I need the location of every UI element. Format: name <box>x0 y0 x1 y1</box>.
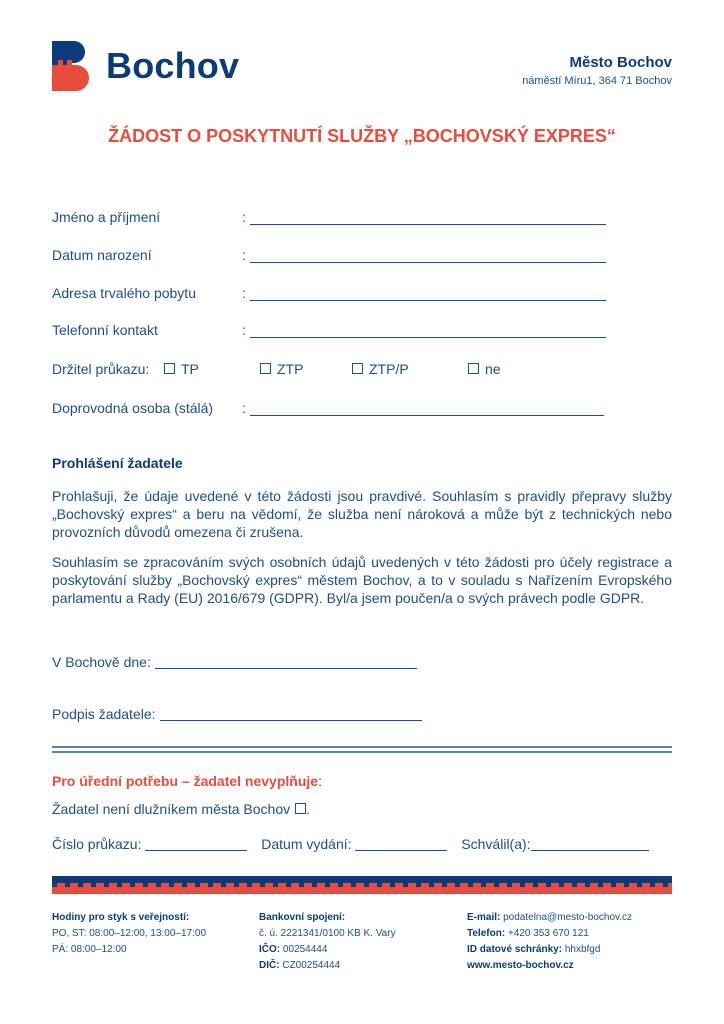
phone-input-line[interactable] <box>250 337 606 338</box>
card-number-label: Číslo průkazu: <box>52 836 142 852</box>
signature-field[interactable] <box>52 706 422 722</box>
date-input-line[interactable] <box>155 668 417 669</box>
card-holder-label: Držitel průkazu: <box>52 361 150 377</box>
birth-date-input-line[interactable] <box>250 262 606 263</box>
field-label: Telefonní kontakt <box>52 322 158 338</box>
issue-date-input-line[interactable] <box>355 850 447 851</box>
website-link[interactable]: www.mesto-bochov.cz <box>467 960 574 971</box>
card-number-input-line[interactable] <box>145 850 247 851</box>
companion-input-line[interactable] <box>250 415 604 416</box>
footer-bank: Bankovní spojení: č. ú. 2221341/0100 KB K. Vary IČO: 00254444 DIČ: CZ00254444 <box>259 912 396 971</box>
phone-number: +420 353 670 121 <box>507 928 589 939</box>
checkbox-ztp[interactable]: ZTP <box>260 361 303 377</box>
address-input-line[interactable] <box>250 300 606 301</box>
issue-date-label: Datum vydání: <box>261 836 352 852</box>
field-label: Adresa trvalého pobytu <box>52 285 196 301</box>
field-label: Doprovodná osoba (stálá) <box>52 400 214 416</box>
signature-input-line[interactable] <box>160 720 422 721</box>
approved-input-line[interactable] <box>531 850 649 851</box>
checkbox-ne[interactable]: ne <box>468 361 501 377</box>
field-label: Datum narození <box>52 247 152 263</box>
date-field[interactable] <box>52 654 417 670</box>
checkbox-ztp-p[interactable]: ZTP/P <box>352 361 409 377</box>
full-name-input-line[interactable] <box>250 224 606 225</box>
declaration-heading: Prohlášení žadatele <box>52 455 183 471</box>
approved-label: Schválil(a): <box>461 836 531 852</box>
date-label: V Bochově dne: <box>52 654 151 670</box>
card-holder-row <box>52 361 672 379</box>
signature-label: Podpis žadatele: <box>52 706 156 722</box>
bochov-logo-icon <box>52 41 92 91</box>
debtor-checkbox-icon[interactable] <box>295 803 306 814</box>
footer-contact: E-mail: podatelna@mesto-bochov.cz Telefon: +420 353 670 121 ID datové schránky: hhxbfgd www.mesto-bochov.cz <box>467 912 633 971</box>
checkbox-tp[interactable]: TP <box>164 361 199 377</box>
databox-id: hhxbfgd <box>564 944 601 955</box>
official-fields-row <box>52 836 672 852</box>
checkbox-icon[interactable] <box>164 363 175 374</box>
declaration-paragraph-2: Souhlasím se zpracováním svých osobních údajů uvedených v této žádosti pro účely registrace a poskytování služby „Bochovský expres“ městem Bochov, a to v souladu s Nařízením Evropského parlamentu a Rady (EU) 2016/679 (GDPR). Byl/a jsem poučen/a o svých právech podle GDPR. <box>52 554 672 606</box>
decorative-battlement-band <box>52 876 672 894</box>
checkbox-icon[interactable] <box>260 363 271 374</box>
footer-hours: Hodiny pro styk s veřejností: PO, ST: 08:00–12:00, 13:00–17:00 PÁ: 08:00–12:00 <box>52 912 207 955</box>
city-address: náměstí Míru1, 364 71 Bochov <box>522 75 672 87</box>
document-title: ŽÁDOST O POSKYTNUTÍ SLUŽBY „BOCHOVSKÝ EXPRES“ <box>108 126 616 146</box>
email-link[interactable]: podatelna@mesto-bochov.cz <box>503 912 633 923</box>
declaration-paragraph-1: Prohlašuji, že údaje uvedené v této žádosti jsou pravdivé. Souhlasím s pravidly přepravy služby „Bochovský expres“ a beru na vědomí, že služba není nároková a může být z technických nebo provozních důvodů omezena či zrušena. <box>52 488 672 540</box>
checkbox-icon[interactable] <box>468 363 479 374</box>
double-divider <box>52 746 672 753</box>
logo-wordmark: Bochov <box>106 45 240 86</box>
checkbox-icon[interactable] <box>352 363 363 374</box>
field-label: Jméno a příjmení <box>52 209 161 225</box>
official-use-heading: Pro úřední potřebu – žadatel nevyplňuje: <box>52 773 322 789</box>
debtor-statement: Žadatel není dlužníkem města Bochov . <box>52 801 310 817</box>
city-name: Město Bochov <box>569 54 672 71</box>
